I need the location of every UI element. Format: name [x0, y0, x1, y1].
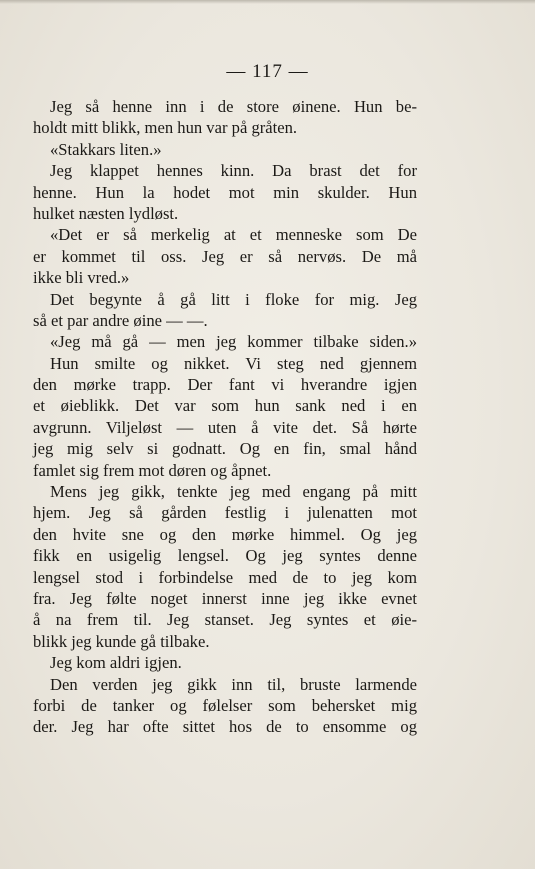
text-line: lengsel stod i forbindelse med de to jeg kom: [33, 567, 417, 587]
text-line: «Stakkars liten.»: [50, 139, 162, 159]
text-line: Mens jeg gikk, tenkte jeg med engang på mitt: [50, 482, 417, 502]
text-line: fikk en usigelig lengsel. Og jeg syntes denne: [33, 546, 417, 566]
text-line: forbi de tanker og følelser som behersket mig: [33, 695, 417, 715]
text-line: et øieblikk. Det var som hun sank ned i en: [33, 396, 417, 416]
text-line: «Det er så merkelig at et menneske som De: [50, 225, 417, 245]
text-line: henne. Hun la hodet mot min skulder. Hun: [33, 182, 417, 202]
page-number: — 117 —: [226, 61, 309, 82]
text-line: er kommet til oss. Jeg er så nervøs. De må: [33, 246, 417, 266]
text-line: fra. Jeg følte noget innerst inne jeg ikke evnet: [33, 588, 417, 608]
text-line: hulket næsten lydløst.: [33, 203, 179, 223]
text-line: famlet sig frem mot døren og åpnet.: [33, 460, 272, 480]
text-line: blikk jeg kunde gå tilbake.: [33, 631, 210, 651]
text-line: avgrunn. Viljeløst — uten å vite det. Så hørte: [33, 417, 417, 437]
text-line: der. Jeg har ofte sittet hos de to ensomme og: [33, 717, 417, 737]
text-line: ikke bli vred.»: [33, 268, 130, 288]
body-text: [33, 96, 417, 738]
text-line: Jeg kom aldri igjen.: [50, 653, 182, 673]
text-line: den mørke trapp. Der fant vi hverandre igjen: [33, 375, 417, 395]
text-line: hjem. Jeg så gården festlig i julenatten mot: [33, 503, 417, 523]
text-line: den hvite sne og den mørke himmel. Og jeg: [33, 524, 417, 544]
text-line: å na frem til. Jeg stanset. Jeg syntes et øie-: [33, 610, 417, 630]
text-line: holdt mitt blikk, men hun var på gråten.: [33, 118, 298, 138]
page-top-edge: [0, 0, 535, 4]
text-line: Jeg så henne inn i de store øinene. Hun be-: [50, 97, 417, 116]
text-line: Det begynte å gå litt i floke for mig. Jeg: [50, 289, 417, 309]
text-line: så et par andre øine — —.: [33, 310, 208, 330]
text-line: Jeg klappet hennes kinn. Da brast det for: [50, 161, 417, 181]
text-line: jeg mig selv si godnatt. Og en fin, smal hånd: [33, 439, 417, 459]
text-line: Hun smilte og nikket. Vi steg ned gjennem: [50, 353, 417, 373]
text-line: Den verden jeg gikk inn til, bruste larmende: [50, 674, 417, 694]
text-line: «Jeg må gå — men jeg kommer tilbake siden.»: [50, 332, 417, 352]
